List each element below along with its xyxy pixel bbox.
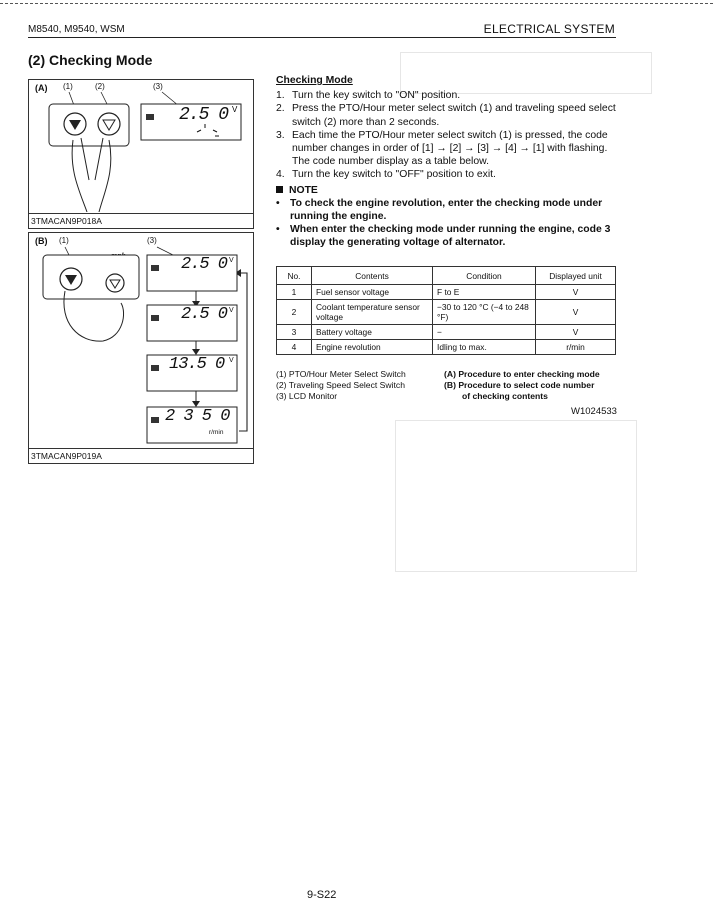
lcd-readout: 2.5 0 — [179, 105, 229, 125]
step-number: 3. — [276, 129, 285, 141]
lcd-screen-2: 2.5 0 — [181, 305, 228, 324]
figure-a — [28, 79, 254, 229]
figure-b — [28, 232, 254, 464]
page-number: 9-S22 — [307, 889, 337, 901]
legend-item: (B) Procedure to select code number — [444, 380, 595, 390]
table-cell: V — [536, 285, 616, 300]
note-item — [276, 197, 616, 223]
lcd-screen-1-unit: V — [229, 257, 234, 264]
callout-3: (3) — [153, 82, 163, 91]
table-cell: Engine revolution — [312, 340, 433, 355]
table-row — [277, 285, 616, 300]
table-row — [277, 325, 616, 340]
bleed-through-shadow — [395, 420, 637, 572]
note-heading — [276, 184, 616, 197]
step-text: Each time the PTO/Hour meter select switch (1) is pressed, the code number changes in order of [1] → [2] → [3] → [4] → [1] with flashing. The code number display as a table below. — [292, 129, 608, 168]
header-models: M8540, M9540, WSM — [28, 24, 125, 35]
note-text: When enter the checking mode under running the engine, code 3 display the generating voltage of alternator. — [290, 224, 611, 249]
figure-a-label: (A) — [35, 83, 48, 93]
note-item — [276, 223, 616, 249]
legend-right — [444, 369, 600, 402]
instructions-heading: Checking Mode — [276, 75, 353, 86]
svg-text:V: V — [232, 105, 238, 114]
figure-b-label: (B) — [35, 236, 48, 246]
checking-mode-table — [276, 266, 616, 355]
top-dashed-border — [0, 3, 713, 4]
legend-item: (3) LCD Monitor — [276, 391, 338, 401]
figure-code: 3TMACAN9P019A — [31, 451, 102, 461]
step-number: 4. — [276, 169, 285, 181]
bullet-icon: • — [276, 224, 280, 236]
step-number: 2. — [276, 103, 285, 115]
step-number: 1. — [276, 90, 285, 102]
callout-2: (2) — [95, 82, 105, 91]
figure-code-rule — [29, 213, 253, 214]
step-item — [276, 129, 616, 169]
table-cell: 3 — [277, 325, 312, 340]
table-cell: Coolant temperature sensor voltage — [312, 300, 433, 325]
table-cell: Idling to max. — [433, 340, 536, 355]
header-rule — [28, 37, 616, 38]
lcd-screen-2-unit: V — [229, 307, 234, 314]
legend-item: (1) PTO/Hour Meter Select Switch — [276, 369, 406, 379]
step-item — [276, 102, 616, 128]
table-header: Displayed unit — [536, 267, 616, 285]
step-text: Turn the key switch to "ON" position. — [292, 90, 461, 102]
table-cell: r/min — [536, 340, 616, 355]
table-cell: − — [433, 325, 536, 340]
instructions — [276, 74, 616, 250]
table-row — [277, 300, 616, 325]
table-cell: V — [536, 300, 616, 325]
table-header-row — [277, 267, 616, 285]
legend-left — [276, 369, 406, 402]
figure-a-drawing — [29, 80, 253, 212]
lcd-screen-1: 2.5 0 — [181, 255, 228, 274]
figure-code-rule — [29, 448, 253, 449]
table-cell: Fuel sensor voltage — [312, 285, 433, 300]
legend-item: (2) Traveling Speed Select Switch — [276, 380, 405, 390]
lcd-screen-3-unit: V — [229, 357, 234, 364]
lcd-screen-4: 2 3 5 0 — [165, 407, 230, 426]
legend-item: of checking contents — [462, 391, 548, 401]
step-item — [276, 168, 616, 181]
table-cell: V — [536, 325, 616, 340]
table-cell: F to E — [433, 285, 536, 300]
note-text: To check the engine revolution, enter the checking mode under running the engine. — [290, 197, 603, 223]
section-title: (2) Checking Mode — [28, 52, 153, 68]
document-code: W1024533 — [571, 406, 617, 417]
figure-code: 3TMACAN9P018A — [31, 216, 102, 226]
lcd-screen-3: 13.5 0 — [169, 355, 225, 374]
legend-item: (A) Procedure to enter checking mode — [444, 369, 600, 379]
table-cell: −30 to 120 °C (−4 to 248 °F) — [433, 300, 536, 325]
step-text: Press the PTO/Hour meter select switch (1) and traveling speed select switch (2) more than 2 seconds. — [292, 103, 616, 128]
note-square-icon — [276, 186, 283, 193]
table-cell: Battery voltage — [312, 325, 433, 340]
table-header: Condition — [433, 267, 536, 285]
callout-3: (3) — [147, 236, 157, 245]
callout-1: (1) — [59, 236, 69, 245]
lcd-screen-4-unit: r/min — [209, 429, 224, 436]
bullet-icon: • — [276, 197, 280, 209]
header-section: ELECTRICAL SYSTEM — [483, 22, 615, 36]
table-cell: 2 — [277, 300, 312, 325]
step-text: Turn the key switch to "OFF" position to exit. — [292, 169, 496, 181]
callout-1: (1) — [63, 82, 73, 91]
table-header: No. — [277, 267, 312, 285]
table-cell: 1 — [277, 285, 312, 300]
table-cell: 4 — [277, 340, 312, 355]
table-header: Contents — [312, 267, 433, 285]
step-item — [276, 89, 616, 102]
note-heading-text: NOTE — [289, 184, 318, 196]
table-row — [277, 340, 616, 355]
